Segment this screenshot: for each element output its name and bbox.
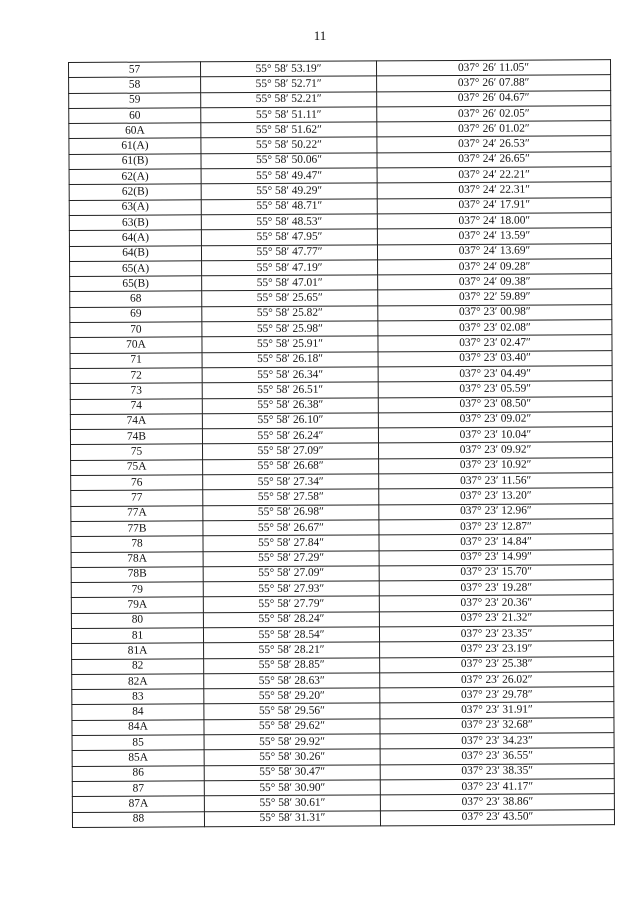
point-id-cell: 78: [71, 536, 203, 552]
longitude-cell: 037° 23′ 38.35″: [380, 763, 614, 780]
longitude-cell: 037° 23′ 20.36″: [379, 595, 613, 612]
longitude-cell: 037° 23′ 15.70″: [379, 564, 613, 581]
point-id-cell: 84: [72, 704, 204, 720]
latitude-cell: 55° 58′ 49.29″: [201, 183, 377, 199]
longitude-cell: 037° 23′ 12.87″: [379, 519, 613, 536]
longitude-cell: 037° 23′ 21.32″: [379, 610, 613, 627]
point-id-cell: 64(B): [69, 245, 201, 261]
point-id-cell: 61(A): [69, 138, 201, 154]
longitude-cell: 037° 24′ 09.38″: [378, 274, 612, 291]
point-id-cell: 78A: [71, 551, 203, 567]
point-id-cell: 58: [69, 77, 201, 93]
longitude-cell: 037° 26′ 11.05″: [376, 60, 610, 77]
latitude-cell: 55° 58′ 31.31″: [204, 810, 380, 826]
latitude-cell: 55° 58′ 27.09″: [203, 443, 379, 459]
longitude-cell: 037° 23′ 41.17″: [380, 779, 614, 796]
latitude-cell: 55° 58′ 27.93″: [203, 581, 379, 597]
point-id-cell: 80: [71, 612, 203, 628]
latitude-cell: 55° 58′ 25.91″: [202, 336, 378, 352]
latitude-cell: 55° 58′ 52.71″: [201, 76, 377, 92]
latitude-cell: 55° 58′ 47.19″: [202, 260, 378, 276]
latitude-cell: 55° 58′ 30.61″: [204, 795, 380, 811]
point-id-cell: 75: [71, 444, 203, 460]
point-id-cell: 63(B): [69, 215, 201, 231]
latitude-cell: 55° 58′ 25.65″: [202, 290, 378, 306]
point-id-cell: 85A: [72, 750, 204, 766]
point-id-cell: 77B: [71, 521, 203, 537]
longitude-cell: 037° 23′ 26.02″: [380, 672, 614, 689]
latitude-cell: 55° 58′ 27.09″: [203, 566, 379, 582]
latitude-cell: 55° 58′ 28.63″: [204, 673, 380, 689]
longitude-cell: 037° 23′ 00.98″: [378, 304, 612, 321]
latitude-cell: 55° 58′ 29.62″: [204, 719, 380, 735]
longitude-cell: 037° 26′ 07.88″: [377, 75, 611, 92]
longitude-cell: 037° 23′ 25.38″: [380, 656, 614, 673]
latitude-cell: 55° 58′ 27.84″: [203, 535, 379, 551]
latitude-cell: 55° 58′ 26.68″: [203, 459, 379, 475]
latitude-cell: 55° 58′ 28.21″: [204, 642, 380, 658]
longitude-cell: 037° 23′ 05.59″: [378, 381, 612, 398]
point-id-cell: 70A: [70, 337, 202, 353]
longitude-cell: 037° 24′ 13.69″: [377, 243, 611, 260]
longitude-cell: 037° 23′ 19.28″: [379, 580, 613, 597]
longitude-cell: 037° 24′ 22.21″: [377, 167, 611, 184]
latitude-cell: 55° 58′ 30.90″: [204, 780, 380, 796]
longitude-cell: 037° 23′ 14.99″: [379, 549, 613, 566]
point-id-cell: 65(A): [70, 261, 202, 277]
longitude-cell: 037° 23′ 32.68″: [380, 717, 614, 734]
point-id-cell: 64(A): [69, 230, 201, 246]
latitude-cell: 55° 58′ 48.53″: [201, 214, 377, 230]
point-id-cell: 57: [69, 62, 201, 78]
latitude-cell: 55° 58′ 52.21″: [201, 91, 377, 107]
longitude-cell: 037° 26′ 01.02″: [377, 121, 611, 138]
latitude-cell: 55° 58′ 25.98″: [202, 321, 378, 337]
point-id-cell: 71: [70, 352, 202, 368]
latitude-cell: 55° 58′ 29.56″: [204, 703, 380, 719]
point-id-cell: 79: [71, 582, 203, 598]
longitude-cell: 037° 23′ 04.49″: [378, 366, 612, 383]
latitude-cell: 55° 58′ 30.47″: [204, 765, 380, 781]
latitude-cell: 55° 58′ 51.11″: [201, 107, 377, 123]
longitude-cell: 037° 23′ 02.47″: [378, 335, 612, 352]
table-row: [72, 809, 614, 827]
point-id-cell: 68: [70, 291, 202, 307]
latitude-cell: 55° 58′ 26.10″: [202, 413, 378, 429]
point-id-cell: 73: [70, 383, 202, 399]
longitude-cell: 037° 23′ 09.92″: [379, 442, 613, 459]
longitude-cell: 037° 23′ 34.23″: [380, 733, 614, 750]
latitude-cell: 55° 58′ 30.26″: [204, 749, 380, 765]
longitude-cell: 037° 23′ 14.84″: [379, 534, 613, 551]
longitude-cell: 037° 24′ 26.53″: [377, 136, 611, 153]
latitude-cell: 55° 58′ 27.29″: [203, 550, 379, 566]
latitude-cell: 55° 58′ 28.24″: [203, 612, 379, 628]
point-id-cell: 79A: [71, 597, 203, 613]
latitude-cell: 55° 58′ 28.54″: [203, 627, 379, 643]
latitude-cell: 55° 58′ 26.24″: [202, 428, 378, 444]
latitude-cell: 55° 58′ 25.82″: [202, 306, 378, 322]
longitude-cell: 037° 23′ 31.91″: [380, 702, 614, 719]
latitude-cell: 55° 58′ 29.20″: [204, 688, 380, 704]
point-id-cell: 86: [72, 765, 204, 781]
longitude-cell: 037° 22′ 59.89″: [378, 289, 612, 306]
point-id-cell: 85: [72, 735, 204, 751]
coordinates-table: [68, 59, 615, 828]
point-id-cell: 81: [71, 628, 203, 644]
latitude-cell: 55° 58′ 51.62″: [201, 122, 377, 138]
point-id-cell: 83: [72, 689, 204, 705]
longitude-cell: 037° 26′ 02.05″: [377, 106, 611, 123]
longitude-cell: 037° 23′ 29.78″: [380, 687, 614, 704]
longitude-cell: 037° 23′ 23.35″: [379, 626, 613, 643]
point-id-cell: 77A: [71, 505, 203, 521]
latitude-cell: 55° 58′ 47.77″: [201, 244, 377, 260]
latitude-cell: 55° 58′ 50.22″: [201, 137, 377, 153]
longitude-cell: 037° 23′ 13.20″: [379, 488, 613, 505]
point-id-cell: 76: [71, 475, 203, 491]
longitude-cell: 037° 23′ 11.56″: [379, 473, 613, 490]
point-id-cell: 61(B): [69, 154, 201, 170]
point-id-cell: 81A: [72, 643, 204, 659]
coordinates-table-body: [69, 60, 615, 828]
point-id-cell: 62(A): [69, 169, 201, 185]
point-id-cell: 78B: [71, 567, 203, 583]
longitude-cell: 037° 23′ 09.02″: [378, 411, 612, 428]
point-id-cell: 88: [72, 811, 204, 827]
point-id-cell: 70: [70, 322, 202, 338]
latitude-cell: 55° 58′ 26.18″: [202, 352, 378, 368]
point-id-cell: 63(A): [69, 199, 201, 215]
point-id-cell: 69: [70, 307, 202, 323]
latitude-cell: 55° 58′ 49.47″: [201, 168, 377, 184]
latitude-cell: 55° 58′ 50.06″: [201, 153, 377, 169]
longitude-cell: 037° 23′ 23.19″: [380, 641, 614, 658]
latitude-cell: 55° 58′ 29.92″: [204, 734, 380, 750]
latitude-cell: 55° 58′ 26.67″: [203, 520, 379, 536]
latitude-cell: 55° 58′ 26.51″: [202, 382, 378, 398]
point-id-cell: 60: [69, 108, 201, 124]
point-id-cell: 59: [69, 92, 201, 108]
latitude-cell: 55° 58′ 27.34″: [203, 474, 379, 490]
latitude-cell: 55° 58′ 47.01″: [202, 275, 378, 291]
point-id-cell: 60A: [69, 123, 201, 139]
longitude-cell: 037° 23′ 36.55″: [380, 748, 614, 765]
longitude-cell: 037° 23′ 08.50″: [378, 396, 612, 413]
longitude-cell: 037° 23′ 10.04″: [378, 427, 612, 444]
latitude-cell: 55° 58′ 26.98″: [203, 504, 379, 520]
latitude-cell: 55° 58′ 27.79″: [203, 596, 379, 612]
latitude-cell: 55° 58′ 48.71″: [201, 199, 377, 215]
longitude-cell: 037° 24′ 26.65″: [377, 151, 611, 168]
longitude-cell: 037° 23′ 10.92″: [379, 457, 613, 474]
point-id-cell: 65(B): [70, 276, 202, 292]
latitude-cell: 55° 58′ 47.95″: [201, 229, 377, 245]
point-id-cell: 84A: [72, 720, 204, 736]
point-id-cell: 72: [70, 368, 202, 384]
longitude-cell: 037° 23′ 03.40″: [378, 350, 612, 367]
latitude-cell: 55° 58′ 53.19″: [201, 61, 377, 77]
longitude-cell: 037° 24′ 13.59″: [377, 228, 611, 245]
longitude-cell: 037° 23′ 43.50″: [380, 809, 614, 826]
point-id-cell: 74A: [70, 414, 202, 430]
longitude-cell: 037° 24′ 09.28″: [378, 259, 612, 276]
longitude-cell: 037° 23′ 02.08″: [378, 320, 612, 337]
longitude-cell: 037° 24′ 17.91″: [377, 197, 611, 214]
longitude-cell: 037° 23′ 12.96″: [379, 503, 613, 520]
point-id-cell: 87: [72, 781, 204, 797]
latitude-cell: 55° 58′ 26.34″: [202, 367, 378, 383]
point-id-cell: 62(B): [69, 184, 201, 200]
point-id-cell: 77: [71, 490, 203, 506]
point-id-cell: 82A: [72, 674, 204, 690]
latitude-cell: 55° 58′ 27.58″: [203, 489, 379, 505]
point-id-cell: 75A: [71, 460, 203, 476]
latitude-cell: 55° 58′ 26.38″: [202, 397, 378, 413]
latitude-cell: 55° 58′ 28.85″: [204, 657, 380, 673]
point-id-cell: 82: [72, 658, 204, 674]
point-id-cell: 87A: [72, 796, 204, 812]
longitude-cell: 037° 24′ 18.00″: [377, 213, 611, 230]
point-id-cell: 74B: [70, 429, 202, 445]
longitude-cell: 037° 23′ 38.86″: [380, 794, 614, 811]
longitude-cell: 037° 24′ 22.31″: [377, 182, 611, 199]
longitude-cell: 037° 26′ 04.67″: [377, 90, 611, 107]
point-id-cell: 74: [70, 398, 202, 414]
page-number: 11: [313, 28, 327, 43]
